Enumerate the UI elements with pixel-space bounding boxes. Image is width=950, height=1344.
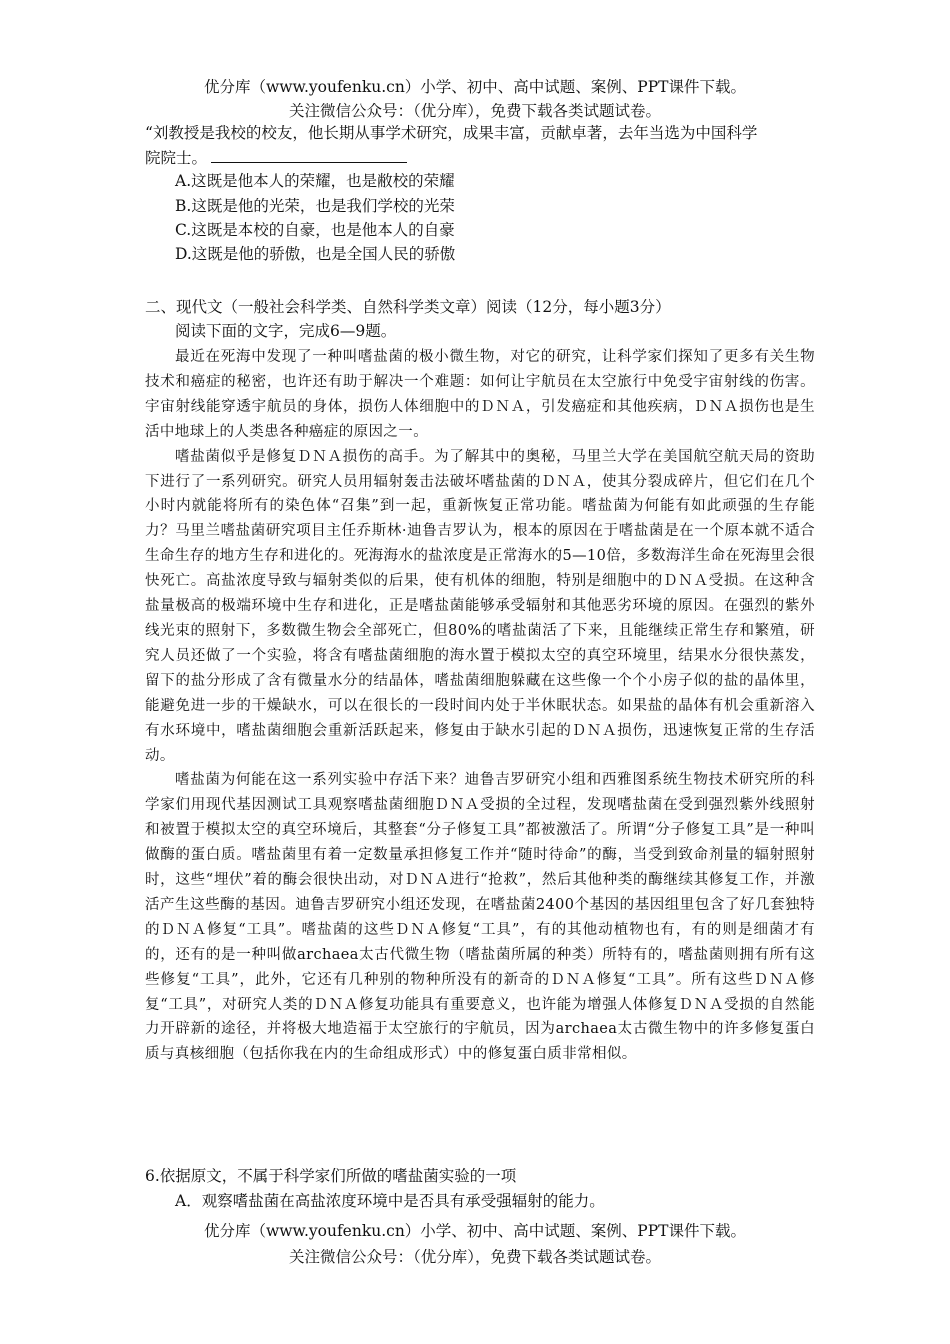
question-5-option-a[interactable] (175, 170, 840, 192)
question-5-option-c[interactable] (175, 219, 840, 241)
footer-line-2: 关注微信公众号：（优分库），免费下载各类试题试卷。 (288, 1248, 661, 1266)
question-6-stem: 6.依据原文，不属于科学家们所做的嗜盐菌实验的一项 (145, 1167, 517, 1185)
option-a-text: A.这既是他本人的荣耀，也是敝校的荣耀 (175, 172, 455, 190)
answer-blank (211, 146, 407, 163)
question-5-stem: “刘教授是我校的校友，他长期从事学术研究，成果丰富，贡献卓著，去年当选为中国科学 (145, 124, 758, 142)
question-5-option-b[interactable] (175, 195, 840, 217)
header-line-1: 优分库（www.youfenku.cn）小学、初中、高中试题、案例、PPT课件下载。 (203, 78, 747, 96)
question-5-stem-end: 院院士。 (145, 149, 208, 167)
question-6-option-a[interactable]: A．观察嗜盐菌在高盐浓度环境中是否具有承受强辐射的能力。 (175, 1192, 605, 1210)
reading-passage (145, 345, 815, 1067)
passage-paragraph-1: 最近在死海中发现了一种叫嗜盐菌的极小微生物，对它的研究，让科学家们探知了更多有关生物技术和癌症的秘密，也许还有助于解决一个难题：如何让宇航员在太空旅行中免受宇宙射线的伤害。宇宙射线能穿透宇航员的身体，损伤人体细胞中的ＤＮＡ，引发癌症和其他疾病，ＤＮＡ损伤也是生活中地球上的人类患各种癌症的原因之一。 (145, 349, 815, 440)
passage-paragraph-2: 嗜盐菌似乎是修复ＤＮＡ损伤的高手。为了解其中的奥秘，马里兰大学在美国航空航天局的资助下进行了一系列研究。研究人员用辐射轰击法破坏嗜盐菌的ＤＮＡ，使其分裂成碎片，但它们在几个小时内就能将所有的染色体“召集”到一起，重新恢复正常功能。嗜盐菌为何能有如此顽强的生存能力？马里兰嗜盐菌研究项目主任乔斯林·迪鲁吉罗认为，根本的原因在于嗜盐菌是在一个原本就不适合生命生存的地方生存和进化的。死海海水的盐浓度是正常海水的5—10倍，多数海洋生命在死海里会很快死亡。高盐浓度导致与辐射类似的后果，使有机体的细胞，特别是细胞中的ＤＮＡ受损。在这种含盐量极高的极端环境中生存和进化，正是嗜盐菌能够承受辐射和其他恶劣环境的原因。在强烈的紫外线光束的照射下，多数微生物会全部死亡，但80%的嗜盐菌活了下来，且能继续正常生存和繁殖，研究人员还做了一个实验，将含有嗜盐菌细胞的海水置于模拟太空的真空环境里，结果水分很快蒸发，留下的盐分形成了含有微量水分的结晶体，嗜盐菌细胞躲藏在这些像一个个小房子似的盐的晶体里，能避免进一步的干燥缺水，可以在很长的一段时间内处于半休眠状态。如果盐的晶体有机会重新溶入有水环境中，嗜盐菌细胞会重新活跃起来，修复由于缺水引起的ＤＮＡ损伤，迅速恢复正常的生存活动。 (145, 448, 815, 764)
footer-line-1: 优分库（www.youfenku.cn）小学、初中、高中试题、案例、PPT课件下载。 (203, 1222, 747, 1240)
option-b-text: B.这既是他的光荣，也是我们学校的光荣 (175, 197, 455, 215)
option-c-text: C.这既是本校的自豪，也是他本人的自豪 (175, 221, 455, 239)
option-d-text: D.这既是他的骄傲，也是全国人民的骄傲 (175, 245, 456, 263)
section-2-title: 二、现代文（一般社会科学类、自然科学类文章）阅读（12分，每小题3分） (145, 298, 671, 316)
section-2-instruction: 阅读下面的文字，完成6—9题。 (175, 322, 397, 340)
question-5-stem-cont (145, 146, 810, 169)
header-line-2: 关注微信公众号：（优分库），免费下载各类试题试卷。 (288, 102, 661, 120)
passage-paragraph-3: 嗜盐菌为何能在这一系列实验中存活下来？迪鲁吉罗研究小组和西雅图系统生物技术研究所的科学家们用现代基因测试工具观察嗜盐菌细胞ＤＮＡ受损的全过程，发现嗜盐菌在受到强烈紫外线照射和被置于模拟太空的真空环境后，其整套“分子修复工具”都被激活了。所谓“分子修复工具”是一种叫做酶的蛋白质。嗜盐菌里有着一定数量承担修复工作并“随时待命”的酶，当受到致命剂量的辐射照射时，这些“埋伏”着的酶会很快出动，对ＤＮＡ进行“抢救”，然后其他种类的酶继续其修复工作，并激活产生这些酶的基因。迪鲁吉罗研究小组还发现，在嗜盐菌2400个基因的基因组里包含了好几套独特的ＤＮＡ修复“工具”。嗜盐菌的这些ＤＮＡ修复“工具”，有的其他动植物也有，有的则是细菌才有的，还有的是一种叫做archaea太古代微生物（嗜盐菌所属的种类）所特有的，嗜盐菌则拥有所有这些修复“工具”，此外，它还有几种别的物种所没有的新奇的ＤＮＡ修复“工具”。所有这些ＤＮＡ修复“工具”，对研究人类的ＤＮＡ修复功能具有重要意义，也许能为增强人体修复ＤＮＡ受损的自然能力开辟新的途径，并将极大地造福于太空旅行的宇航员，因为archaea太古微生物中的许多修复蛋白质与真核细胞（包括你我在内的生命组成形式）中的修复蛋白质非常相似。 (145, 772, 815, 1063)
question-5-option-d[interactable] (175, 243, 840, 265)
